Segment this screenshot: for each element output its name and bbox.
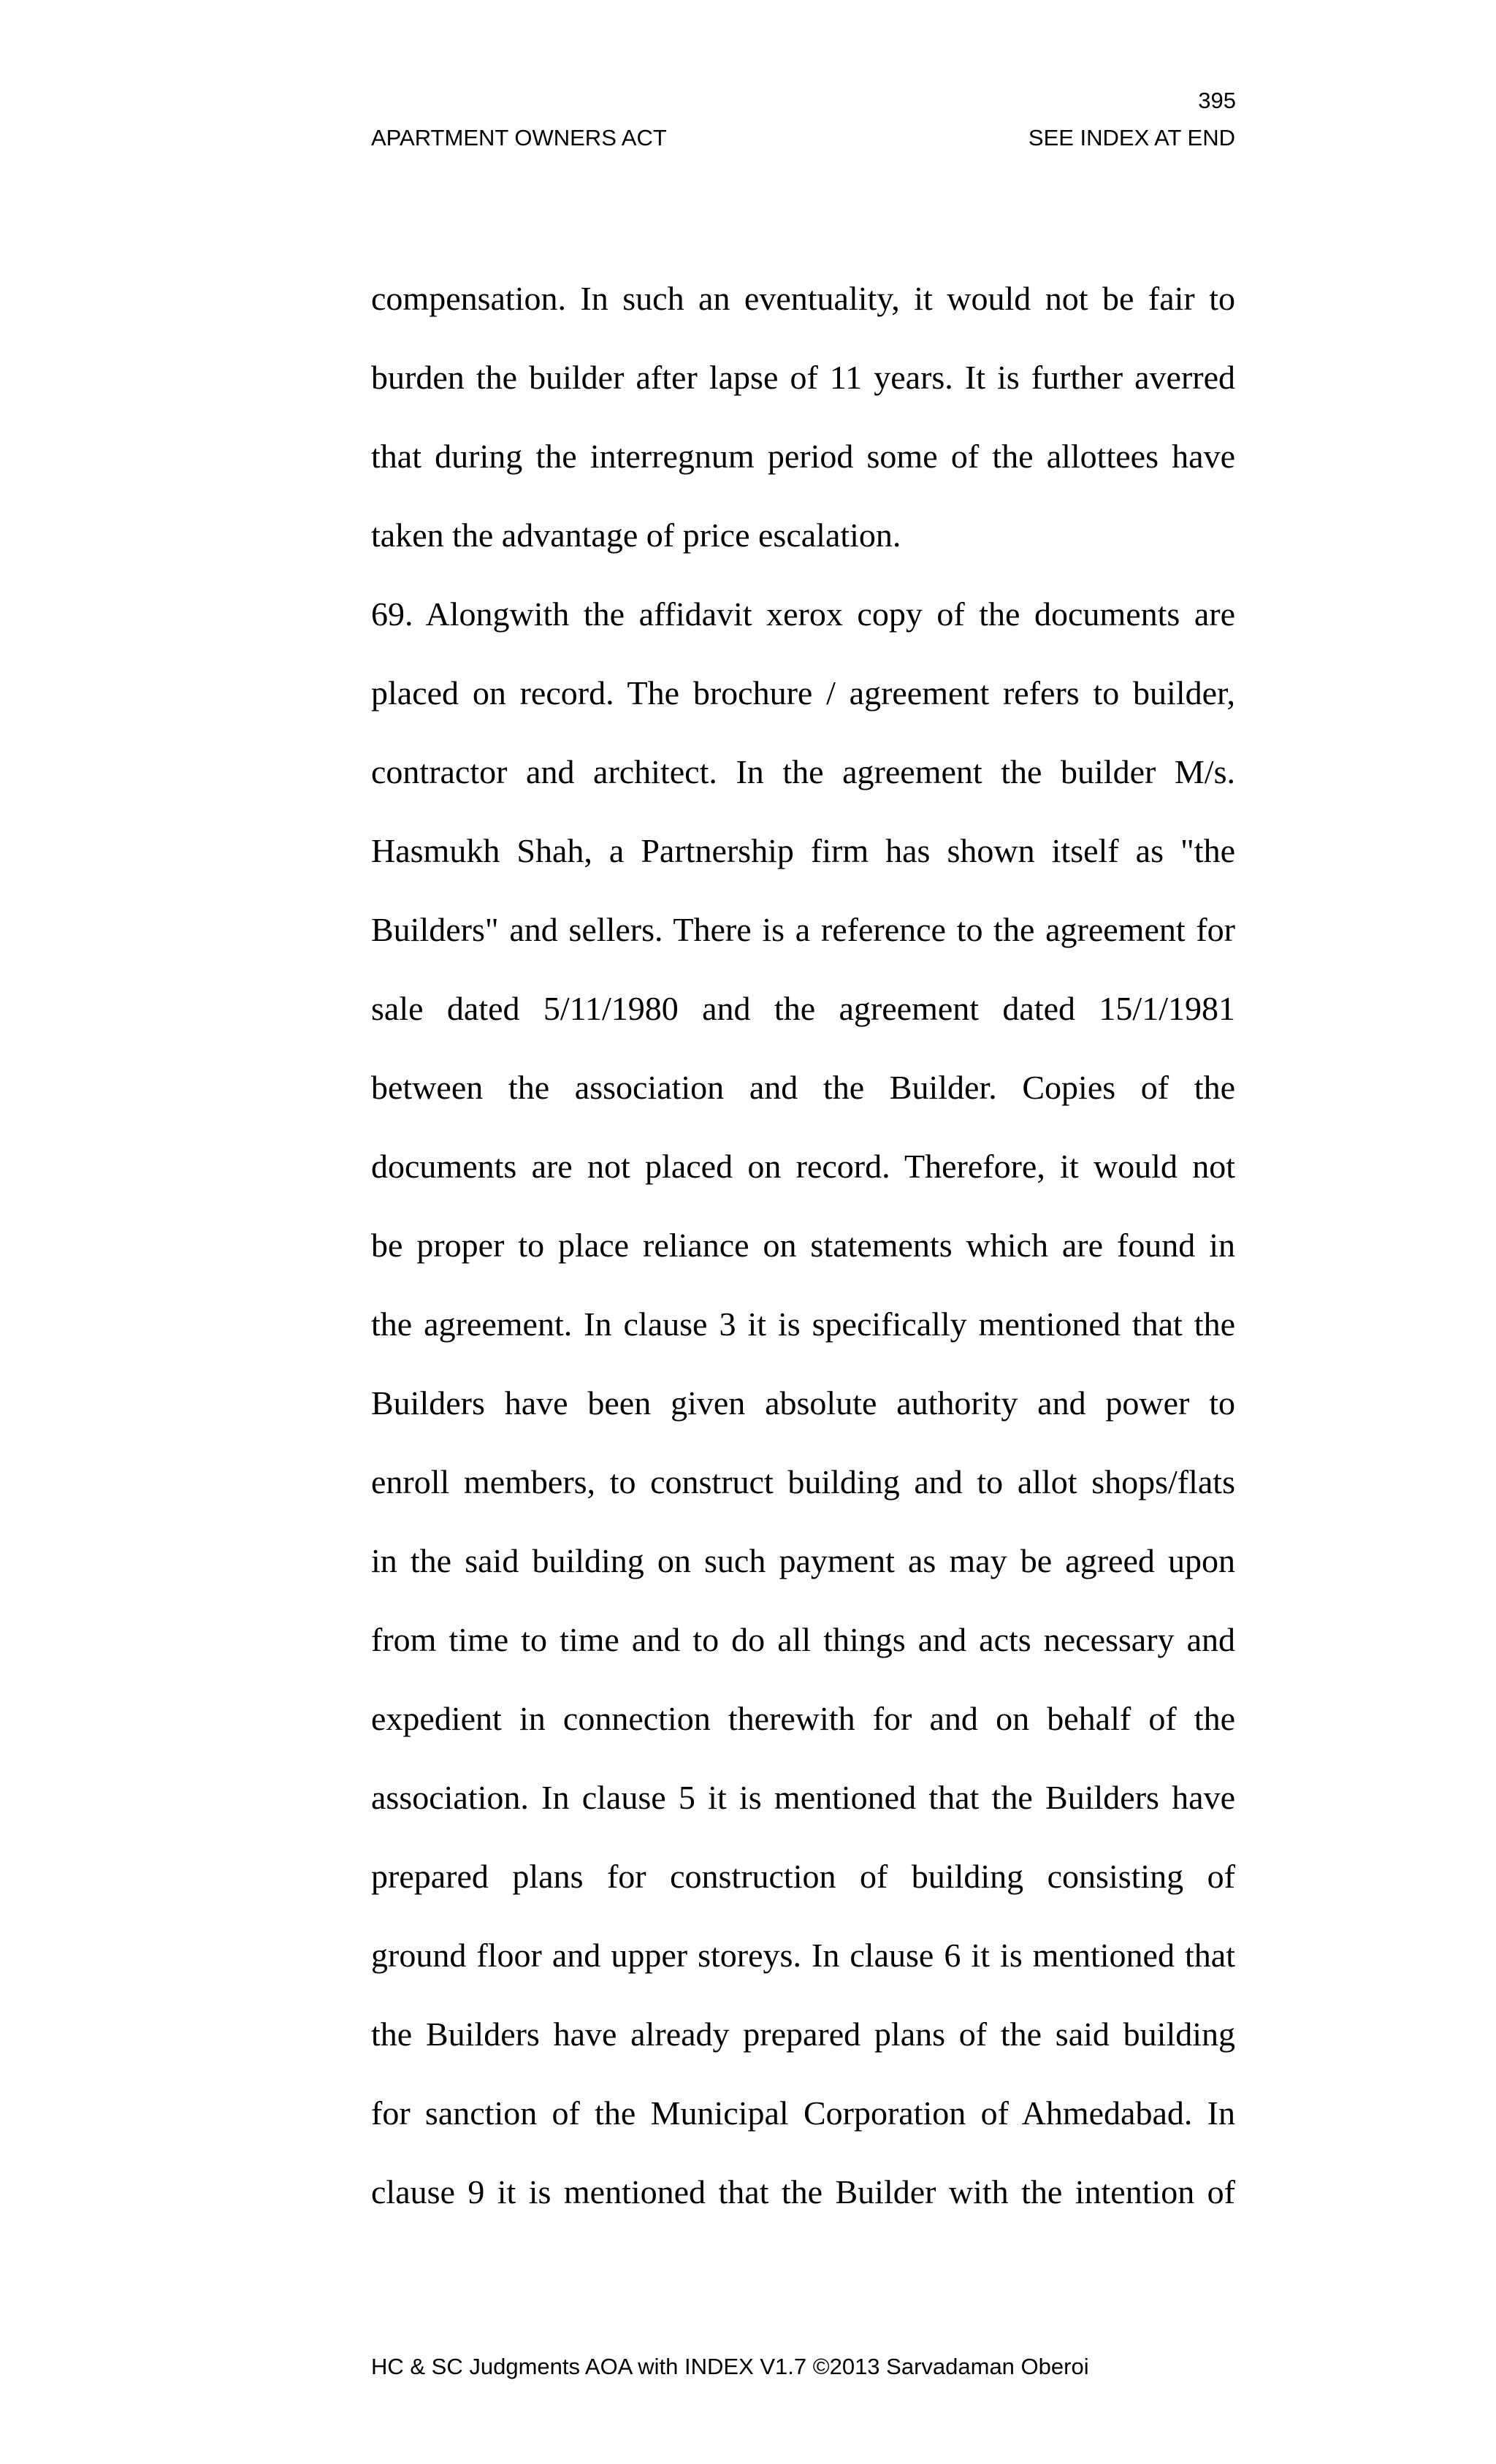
text-line: that during the interregnum period some of the allottees have: [371, 438, 1235, 475]
text-line: in the said building on such payment as may be agreed upon: [371, 1542, 1235, 1579]
text-line: taken the advantage of price escalation.: [371, 516, 901, 554]
text-line: documents are not placed on record. Therefore, it would not: [371, 1148, 1235, 1185]
header-title-right: SEE INDEX AT END: [1028, 125, 1235, 150]
text-line: contractor and architect. In the agreement the builder M/s.: [371, 753, 1235, 790]
text-line: be proper to place reliance on statements which are found in: [371, 1227, 1235, 1264]
page-footer: HC & SC Judgments AOA with INDEX V1.7 ©2013 Sarvadaman Oberoi: [371, 2354, 1089, 2379]
text-line: prepared plans for construction of building consisting of: [371, 1858, 1235, 1895]
text-line: between the association and the Builder. Copies of the: [371, 1069, 1235, 1106]
text-line: placed on record. The brochure / agreement refers to builder,: [371, 674, 1235, 712]
text-line: the Builders have already prepared plans of the said building: [371, 2015, 1235, 2053]
text-line: 69. Alongwith the affidavit xerox copy of the documents are: [371, 595, 1235, 633]
text-line: Builders" and sellers. There is a reference to the agreement for: [371, 911, 1235, 948]
text-line: Hasmukh Shah, a Partnership firm has shown itself as "the: [371, 832, 1235, 869]
text-line: the agreement. In clause 3 it is specifically mentioned that the: [371, 1305, 1235, 1343]
text-line: from time to time and to do all things and acts necessary and: [371, 1621, 1235, 1658]
page-number: 395: [1198, 88, 1236, 113]
running-header: [371, 121, 1235, 155]
text-line: burden the builder after lapse of 11 years. It is further averred: [371, 359, 1235, 396]
text-line: sale dated 5/11/1980 and the agreement dated 15/1/1981: [371, 990, 1235, 1027]
text-line: clause 9 it is mentioned that the Builder with the intention of: [371, 2173, 1235, 2211]
text-line: association. In clause 5 it is mentioned that the Builders have: [371, 1779, 1235, 1816]
header-title-left: APARTMENT OWNERS ACT: [371, 125, 667, 150]
text-line: Builders have been given absolute authority and power to: [371, 1384, 1235, 1422]
text-line: enroll members, to construct building and to allot shops/flats: [371, 1463, 1235, 1500]
text-line: compensation. In such an eventuality, it would not be fair to: [371, 280, 1235, 317]
text-line: for sanction of the Municipal Corporation of Ahmedabad. In: [371, 2094, 1235, 2132]
text-line: expedient in connection therewith for and on behalf of the: [371, 1700, 1235, 1737]
body-text: [371, 259, 1235, 2232]
text-line: ground floor and upper storeys. In clause 6 it is mentioned that: [371, 1937, 1235, 1974]
